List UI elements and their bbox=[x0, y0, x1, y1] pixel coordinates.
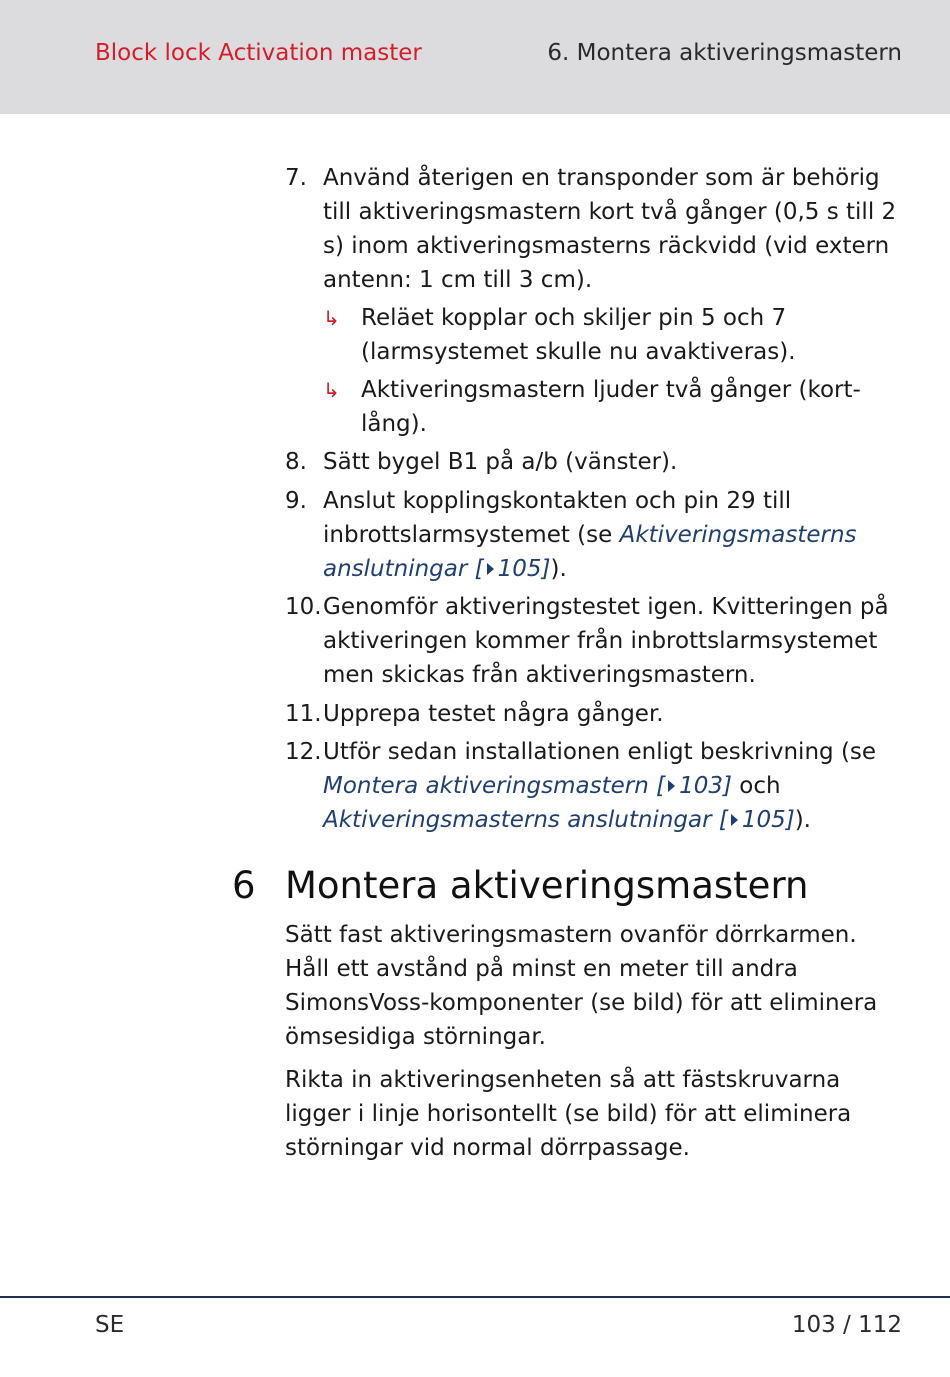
paragraph: Rikta in aktiveringsenheten så att fästskruvarna ligger i linje horisontellt (se bild) för att eliminera störningar vid normal dörrpassage. bbox=[285, 1067, 852, 1161]
result-item bbox=[323, 301, 883, 369]
step-number: 8. bbox=[285, 449, 307, 475]
step-text-part: Utför sedan installationen enligt beskrivning (se bbox=[323, 739, 877, 765]
step-text bbox=[323, 735, 905, 837]
link-label: Aktiveringsmasterns anslutningar [ bbox=[323, 807, 728, 833]
section-number: 6 bbox=[232, 864, 256, 907]
step-number: 12. bbox=[285, 739, 322, 765]
step-number: 9. bbox=[285, 488, 307, 514]
step-text-part: ). bbox=[794, 807, 811, 833]
list-item bbox=[285, 484, 905, 586]
link-label: Aktiveringsmasterns anslutningar [ bbox=[323, 522, 857, 582]
link-label: Montera aktiveringsmastern [ bbox=[323, 773, 666, 799]
footer-language: SE bbox=[95, 1312, 125, 1338]
result-arrow-icon: ↳ bbox=[323, 306, 340, 330]
step-text bbox=[323, 484, 905, 586]
section-title: Montera aktiveringsmastern bbox=[285, 864, 809, 907]
step-text-part: Anslut kopplingskontakten och pin 29 till inbrottslarmsystemet (se bbox=[323, 488, 792, 548]
result-item bbox=[323, 373, 883, 441]
list-item bbox=[285, 590, 905, 692]
list-item bbox=[285, 697, 905, 731]
cross-reference-link[interactable] bbox=[323, 807, 795, 833]
step-text: Använd återigen en transponder som är behörig till aktiveringsmastern kort två gånger (0,5 s till 2 s) inom aktiveringsmasterns räckvidd (vid extern antenn: 1 cm till 3 cm). bbox=[323, 165, 897, 293]
footer-divider bbox=[0, 1296, 950, 1298]
page-arrow-icon bbox=[487, 563, 494, 575]
link-page: 103] bbox=[679, 773, 732, 799]
result-text: Reläet kopplar och skiljer pin 5 och 7 (larmsystemet skulle nu avaktiveras). bbox=[361, 305, 796, 365]
step-number: 7. bbox=[285, 165, 307, 191]
page-arrow-icon bbox=[668, 780, 675, 792]
chapter-title: 6. Montera aktiveringsmastern bbox=[547, 40, 902, 66]
step-number: 11. bbox=[285, 701, 322, 727]
product-name: Block lock Activation master bbox=[95, 40, 422, 66]
result-text: Aktiveringsmastern ljuder två gånger (kort-lång). bbox=[361, 377, 861, 437]
step-text-part: och bbox=[731, 773, 781, 799]
result-arrow-icon: ↳ bbox=[323, 378, 340, 402]
paragraph: Sätt fast aktiveringsmastern ovanför dörrkarmen. Håll ett avstånd på minst en meter till andra SimonsVoss-komponenter (se bild) för att eliminera ömsesidiga störningar. bbox=[285, 922, 878, 1050]
step-text: Genomför aktiveringstestet igen. Kvitteringen på aktiveringen kommer från inbrottslarmsystemet men skickas från aktiveringsmastern. bbox=[323, 594, 889, 688]
page-arrow-icon bbox=[731, 814, 738, 826]
link-page: 105] bbox=[741, 807, 795, 833]
step-text-part: ). bbox=[550, 556, 567, 582]
page-header bbox=[0, 0, 950, 114]
list-item bbox=[285, 735, 905, 837]
cross-reference-link[interactable] bbox=[323, 773, 732, 799]
step-number: 10. bbox=[285, 594, 322, 620]
step-text: Upprepa testet några gånger. bbox=[323, 701, 664, 727]
page-number: 103 / 112 bbox=[791, 1312, 902, 1338]
link-page: 105] bbox=[497, 556, 551, 582]
list-item bbox=[285, 161, 905, 297]
step-text: Sätt bygel B1 på a/b (vänster). bbox=[323, 449, 678, 475]
list-item bbox=[285, 445, 905, 479]
